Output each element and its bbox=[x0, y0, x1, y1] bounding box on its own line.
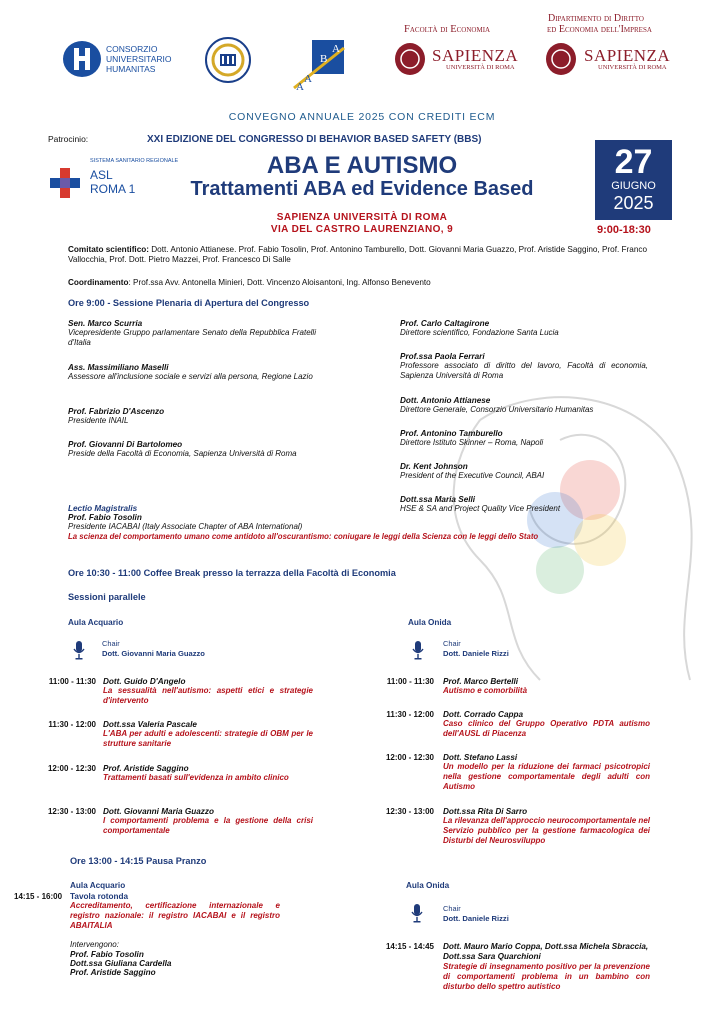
talk-speaker: Prof. Marco Bertelli bbox=[443, 677, 519, 686]
microphone-icon bbox=[72, 641, 86, 661]
talk-title: I comportamenti problema e la gestione della crisi comportamentale bbox=[103, 816, 313, 835]
chair-label: Chair bbox=[102, 639, 120, 648]
speaker-name: Ass. Massimiliano Maselli bbox=[68, 363, 169, 372]
speaker-name: Sen. Marco Scurria bbox=[68, 319, 143, 328]
afternoon-right-room: Aula Onida bbox=[406, 881, 450, 890]
chair-name-left: Dott. Giovanni Maria Guazzo bbox=[102, 649, 205, 658]
date-hours: 9:00-18:30 bbox=[597, 224, 651, 236]
asl-small-text: SISTEMA SANITARIO REGIONALE bbox=[90, 158, 179, 164]
speaker-right-1 bbox=[400, 352, 648, 381]
talk-title: Trattamenti basati sull'evidenza in ambito clinico bbox=[103, 773, 289, 782]
svg-text:A: A bbox=[304, 73, 312, 85]
sapienza-wordmark-right: SAPIENZA bbox=[584, 46, 671, 65]
speaker-name: Prof.ssa Paola Ferrari bbox=[400, 352, 485, 361]
lectio-speaker: Prof. Fabio Tosolin bbox=[68, 513, 142, 522]
speaker-right-3 bbox=[400, 429, 648, 448]
speaker-role: Presidente INAIL bbox=[68, 416, 129, 425]
date-year: 2025 bbox=[613, 193, 654, 213]
aula-acquario-heading: Aula Acquario bbox=[68, 618, 124, 627]
speaker-left-0 bbox=[68, 319, 316, 348]
talk-time: 14:15 - 14:45 bbox=[385, 942, 434, 951]
talk-time: 12:00 - 12:30 bbox=[385, 753, 434, 762]
facolta-title: Facoltà di Economia bbox=[404, 24, 491, 35]
talk-title: Un modello per la riduzione dei farmaci psicotropici nella gestione comportamentale degli adulti con Autismo bbox=[443, 762, 650, 791]
dipartimento-title-1: Dipartimento di Diritto bbox=[548, 13, 644, 24]
talk-title: L'ABA per adulti e adolescenti: strategie di OBM per le strutture sanitarie bbox=[103, 729, 313, 748]
talk-time: 12:30 - 13:00 bbox=[385, 807, 434, 816]
talk-time: 12:00 - 12:30 bbox=[47, 764, 96, 773]
tavola-rotonda-label: Tavola rotonda bbox=[70, 892, 129, 901]
humanitas-line3: HUMANITAS bbox=[106, 64, 156, 74]
talk-time: 11:00 - 11:30 bbox=[48, 677, 96, 686]
speaker-right-2 bbox=[400, 396, 648, 415]
talk-speaker: Dott. Corrado Cappa bbox=[443, 710, 524, 719]
speaker-role: HSE & SA and Project Quality Vice President bbox=[400, 504, 561, 513]
afternoon-left-room: Aula Acquario bbox=[70, 881, 126, 890]
humanitas-logo bbox=[62, 40, 180, 80]
istituto-skinner-seal-icon bbox=[204, 36, 252, 84]
lectio-role: Presidente IACABAI (Italy Associate Chapter of ABA International) bbox=[68, 522, 303, 531]
talk-speaker: Dott. Guido D'Angelo bbox=[103, 677, 186, 686]
speaker-name: Prof. Carlo Caltagirone bbox=[400, 319, 490, 328]
lunch-break: Ore 13:00 - 14:15 Pausa Pranzo bbox=[70, 856, 207, 866]
comitato-label: Comitato scientifico: bbox=[68, 245, 149, 254]
microphone-icon bbox=[410, 904, 424, 924]
speaker-role: Preside della Facoltà di Economia, Sapienza Università di Roma bbox=[68, 449, 297, 458]
date-box bbox=[595, 140, 672, 220]
lectio-label: Lectio Magistralis bbox=[68, 504, 138, 513]
main-subtitle: Trattamenti ABA ed Evidence Based bbox=[190, 178, 534, 200]
speaker-role: Vicepresidente Gruppo parlamentare Senato della Repubblica Fratelli d'Italia bbox=[68, 328, 316, 347]
talk-speaker: Dott. Stefano Lassi bbox=[443, 753, 518, 762]
coordinamento-block bbox=[68, 278, 648, 288]
humanitas-line2: UNIVERSITARIO bbox=[106, 54, 172, 64]
svg-text:A: A bbox=[296, 81, 304, 92]
asl-line1: ASL bbox=[90, 168, 113, 182]
speaker-name: Dott. Antonio Attianese bbox=[400, 396, 491, 405]
speaker-right-0 bbox=[400, 319, 648, 338]
chair-name-right: Dott. Daniele Rizzi bbox=[443, 649, 509, 658]
talk-title: La rilevanza dell'approccio neurocomportamentale nel Servizio pubblico per la gestione farmacologica dei Disturbi del Neurosviluppo bbox=[443, 816, 650, 845]
coordinamento-text: : Prof.ssa Avv. Antonella Minieri, Dott. Vincenzo Aloisantoni, Ing. Alfonso Benevento bbox=[128, 278, 431, 287]
plenaria-heading: Ore 9:00 - Sessione Plenaria di Apertura del Congresso bbox=[68, 298, 310, 308]
sapienza-seal-right-icon bbox=[545, 42, 577, 76]
speaker-role: Assessore all'inclusione sociale e servizi alla persona, Regione Lazio bbox=[68, 372, 313, 381]
date-month: GIUGNO bbox=[611, 180, 656, 192]
speaker-name: Prof. Fabrizio D'Ascenzo bbox=[68, 407, 165, 416]
coordinamento-label: Coordinamento bbox=[68, 278, 129, 287]
intervengono-name: Prof. Fabio Tosolin bbox=[70, 950, 144, 959]
sapienza-sub-right: UNIVERSITÀ DI ROMA bbox=[598, 64, 667, 71]
speaker-left-3 bbox=[68, 440, 316, 459]
svg-text:A: A bbox=[332, 43, 340, 55]
humanitas-emblem-icon bbox=[62, 40, 102, 78]
sapienza-wordmark-left: SAPIENZA bbox=[432, 46, 519, 65]
speaker-name: Prof. Giovanni Di Bartolomeo bbox=[68, 440, 183, 449]
aula-onida-heading: Aula Onida bbox=[408, 618, 452, 627]
intervengono-name: Prof. Aristide Saggino bbox=[70, 968, 156, 977]
talk-speaker: Dott. Mauro Mario Coppa, Dott.ssa Michela Sbraccia, Dott.ssa Sara Quarchioni bbox=[443, 942, 649, 961]
speaker-name: Dr. Kent Johnson bbox=[400, 462, 468, 471]
main-title: ABA E AUTISMO bbox=[266, 152, 458, 179]
comitato-text: Dott. Antonio Attianese. Prof. Fabio Tosolin, Prof. Antonino Tamburello, Dott. Giovanni Maria Guazzo, Prof. Aristide Saggino, Prof. Franco Vallocchia, Prof. Dott. Pietro Mazzei, Prof. Francesco Di Salle bbox=[68, 245, 648, 264]
speaker-role: Direttore Istituto Skinner – Roma, Napoli bbox=[400, 438, 544, 447]
talk-speaker: Dott. Giovanni Maria Guazzo bbox=[103, 807, 214, 816]
speaker-role: Direttore Generale, Consorzio Universitario Humanitas bbox=[400, 405, 594, 414]
talk-title: Caso clinico del Gruppo Operativo PDTA autismo dell'AUSL di Piacenza bbox=[443, 719, 650, 738]
dipartimento-title-2: ed Economia dell'Impresa bbox=[547, 24, 652, 35]
lectio-block bbox=[68, 504, 668, 542]
svg-text:B: B bbox=[320, 53, 328, 65]
talk-speaker: Prof. Aristide Saggino bbox=[103, 764, 189, 773]
asl-line2: ROMA 1 bbox=[90, 182, 136, 196]
speaker-role: President of the Executive Council, ABAI bbox=[400, 471, 545, 480]
chair-name-afternoon: Dott. Daniele Rizzi bbox=[443, 914, 509, 923]
convegno-banner: CONVEGNO ANNUALE 2025 CON CREDITI ECM bbox=[228, 111, 496, 123]
speaker-left-2 bbox=[68, 407, 316, 426]
parallel-sessions-heading: Sessioni parallele bbox=[68, 592, 146, 602]
speaker-right-4 bbox=[400, 462, 648, 481]
speaker-name: Prof. Antonino Tamburello bbox=[400, 429, 503, 438]
patrocinio-label: Patrocinio: bbox=[48, 134, 89, 144]
venue-line-1: SAPIENZA UNIVERSITÀ DI ROMA bbox=[276, 212, 448, 223]
intervengono-label: Intervengono: bbox=[70, 940, 119, 949]
talk-title: La sessualità nell'autismo: aspetti etici e strategie d'intervento bbox=[103, 686, 313, 705]
lectio-title: La scienza del comportamento umano come antidoto all'oscurantismo: coniugare le leggi della Scienza con le leggi dello Stato bbox=[68, 532, 539, 541]
talk-title: Autismo e comorbilità bbox=[443, 686, 528, 695]
speaker-role: Direttore scientifico, Fondazione Santa Lucia bbox=[400, 328, 559, 337]
comitato-block bbox=[68, 245, 648, 265]
talk-time: 11:30 - 12:00 bbox=[386, 710, 434, 719]
coffee-break: Ore 10:30 - 11:00 Coffee Break presso la terrazza della Facoltà di Economia bbox=[68, 568, 396, 578]
intervengono-name: Dott.ssa Giuliana Cardella bbox=[70, 959, 172, 968]
sapienza-sub-left: UNIVERSITÀ DI ROMA bbox=[446, 64, 515, 71]
talk-time: 11:00 - 11:30 bbox=[386, 677, 434, 686]
afternoon-left-time: 14:15 - 16:00 bbox=[14, 892, 63, 901]
chair-label: Chair bbox=[443, 904, 461, 913]
speaker-name: Dott.ssa Maria Selli bbox=[400, 495, 476, 504]
microphone-icon bbox=[411, 641, 425, 661]
edizione-title: XXI EDIZIONE DEL CONGRESSO DI BEHAVIOR BASED SAFETY (BBS) bbox=[147, 134, 482, 145]
tavola-rotonda-title: Accreditamento, certificazione internazionale e registro nazionale: il registro IACABAI e il registro ABAITALIA bbox=[70, 901, 280, 930]
talk-title: Strategie di insegnamento positivo per la prevenzione di comportamenti problema in un bambino con disturbo dello spettro autistico bbox=[443, 962, 650, 991]
chair-label: Chair bbox=[443, 639, 461, 648]
speaker-role: Professore associato di diritto del lavoro, Facoltà di economia, Sapienza Università di Roma bbox=[400, 361, 648, 380]
talk-time: 11:30 - 12:00 bbox=[48, 720, 96, 729]
speaker-left-1 bbox=[68, 363, 316, 382]
talk-speaker: Dott.ssa Rita Di Sarro bbox=[443, 807, 528, 816]
talk-speaker: Dott.ssa Valeria Pascale bbox=[103, 720, 197, 729]
talk-time: 12:30 - 13:00 bbox=[47, 807, 96, 816]
date-day: 27 bbox=[614, 143, 653, 181]
humanitas-line1: CONSORZIO bbox=[106, 44, 158, 54]
afternoon-left-block bbox=[70, 892, 280, 977]
aba-logo-icon bbox=[290, 38, 346, 92]
venue-line-2: VIA DEL CASTRO LAURENZIANO, 9 bbox=[270, 224, 454, 235]
sapienza-seal-left-icon bbox=[394, 42, 426, 76]
